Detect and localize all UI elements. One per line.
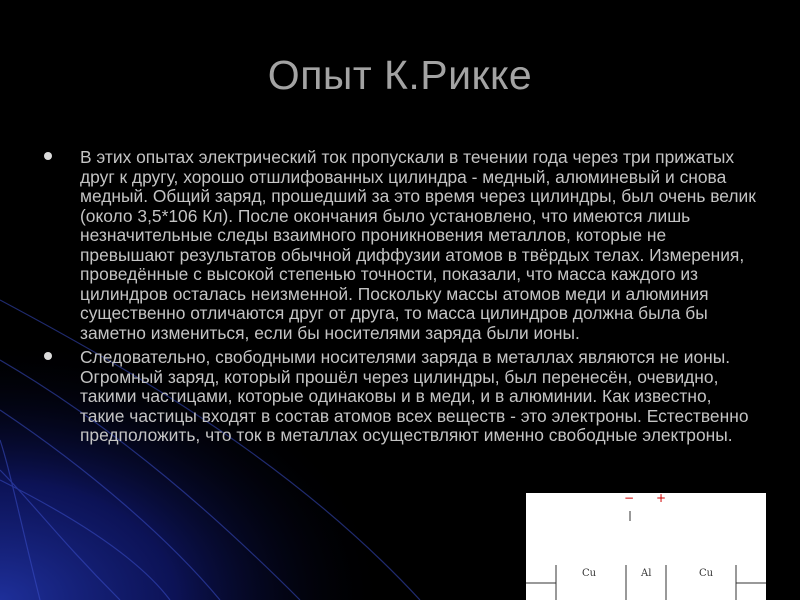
minus-terminal-label: − — [624, 491, 635, 505]
cylinder-diagram-lines — [526, 493, 766, 600]
bullet-dot-icon — [44, 352, 52, 360]
bullet-item — [44, 348, 759, 446]
plus-terminal-label: + — [656, 491, 667, 505]
bullet-text: В этих опытах электрический ток пропускали в течении года через три прижатых друг к другу, хорошо отшлифованных цилиндра - медный, алюминевый и снова медный. Общий заряд, прошедший за это время через цилиндры, был очень велик (около 3,5*106 Кл). После окончания было установлено, что имеются лишь незначительные следы взаимного проникновения металлов, которые не превышают результатов обычной диффузии атомов в твёрдых телах. Измерения, проведённые с высокой степенью точности, показали, что масса каждого из цилиндров осталась неизменной. Поскольку массы атомов меди и алюминия существенно отличаются друг от друга, то масса цилиндров должна была бы заметно измениться, если бы носителями заряда были ионы. — [80, 147, 756, 343]
cylinder-label-aluminium: Al — [641, 568, 652, 579]
bullet-dot-icon — [44, 152, 52, 160]
bullet-list — [44, 148, 759, 451]
slide-title: Опыт К.Рикке — [267, 52, 533, 98]
cylinder-label-copper-left: Cu — [582, 568, 597, 579]
bullet-item — [44, 148, 759, 343]
bullet-text: Следовательно, свободными носителями заряда в металлах являются не ионы. Огромный заряд, который прошёл через цилиндры, был перенесён, очевидно, такими частицами, которые одинаковы и в меди, и в алюминии. Как известно, такие частицы входят в состав атомов всех веществ - это электроны. Естественно предположить, что ток в металлах осуществляют именно свободные электроны. — [80, 347, 749, 445]
cylinder-diagram — [526, 493, 766, 600]
cylinder-label-copper-right: Cu — [699, 568, 714, 579]
